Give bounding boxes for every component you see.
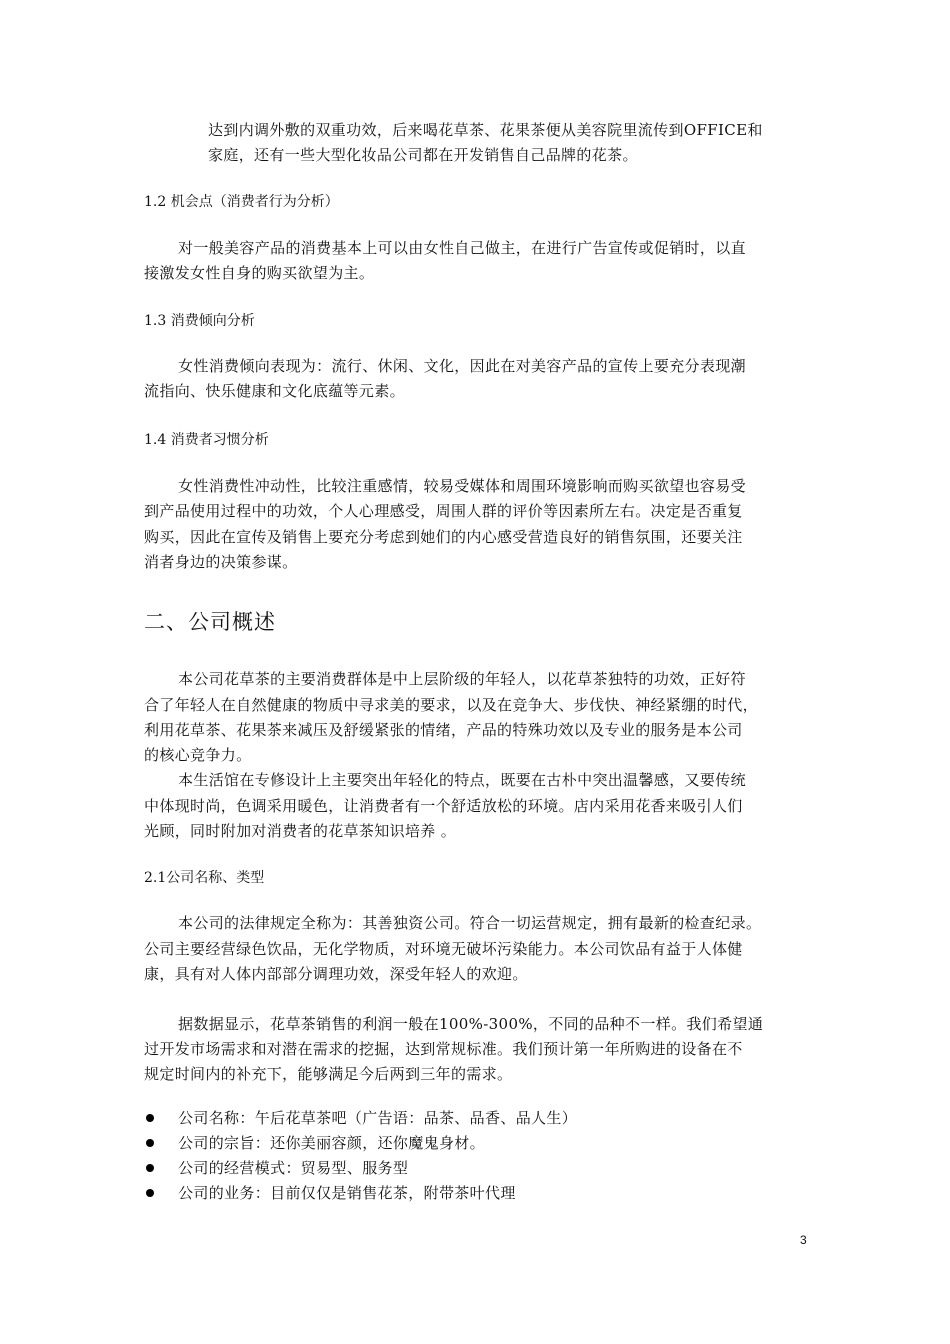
body-text-line: 康，具有对人体内部部分调理功效，深受年轻人的欢迎。 (144, 965, 528, 983)
body-text-line: 光顾，同时附加对消费者的花草茶知识培养 。 (144, 822, 457, 840)
body-text-line: 接激发女性自身的购买欲望为主。 (144, 264, 375, 282)
body-text-line: 本公司的法律规定全称为：其善独资公司。符合一切运营规定，拥有最新的检查纪录。 (178, 914, 762, 932)
body-text-line: 中体现时尚，色调采用暖色，让消费者有一个舒适放松的环境。店内采用花香来吸引人们 (144, 797, 743, 815)
page-number: 3 (800, 1233, 807, 1247)
section-heading-1-4: 1.4 消费者习惯分析 (144, 432, 269, 448)
section-heading-2-1: 2.1公司名称、类型 (144, 870, 265, 886)
body-text-line: 到产品使用过程中的功效，个人心理感受，周围人群的评价等因素所左右。决定是否重复 (144, 502, 743, 520)
body-text-line: 消者身边的决策参谋。 (144, 553, 298, 571)
bullet-item: 公司的宗旨：还你美丽容颜，还你魔鬼身材。 (178, 1134, 486, 1152)
body-text-line: 购买，因此在宣传及销售上要充分考虑到她们的内心感受营造良好的销售氛围，还要关注 (144, 528, 743, 546)
bullet-dot-icon (146, 1164, 154, 1172)
body-text-line: 据数据显示，花草茶销售的利润一般在100%-300%，不同的品种不一样。我们希望通 (178, 1015, 764, 1033)
bullet-dot-icon (146, 1189, 154, 1197)
bullet-dot-icon (146, 1139, 154, 1147)
bullet-item: 公司名称：午后花草茶吧（广告语：品茶、品香、品人生） (178, 1109, 578, 1127)
section-heading-1-2: 1.2 机会点（消费者行为分析） (144, 194, 339, 210)
bullet-dot-icon (146, 1114, 154, 1122)
body-text-line: 流指向、快乐健康和文化底蕴等元素。 (144, 382, 405, 400)
body-text-line: 规定时间内的补充下，能够满足今后两到三年的需求。 (144, 1065, 513, 1083)
body-text-line: 的核心竞争力。 (144, 746, 252, 764)
body-text-line: 女性消费性冲动性，比较注重感情，较易受媒体和周围环境影响而购买欲望也容易受 (178, 477, 746, 495)
body-text-line: 本公司花草茶的主要消费群体是中上层阶级的年轻人，以花草茶独特的功效，正好符 (178, 670, 746, 688)
bullet-item: 公司的业务：目前仅仅是销售花茶，附带茶叶代理 (178, 1184, 516, 1202)
bullet-item: 公司的经营模式：贸易型、服务型 (178, 1159, 409, 1177)
body-text-line: 本生活馆在专修设计上主要突出年轻化的特点，既要在古朴中突出温馨感，又要传统 (178, 771, 746, 789)
body-text-line: 利用花草茶、花果茶来减压及舒缓紧张的情绪，产品的特殊功效以及专业的服务是本公司 (144, 721, 743, 739)
body-text-line: 公司主要经营绿色饮品，无化学物质，对环境无破坏污染能力。本公司饮品有益于人体健 (144, 940, 743, 958)
section-heading-1-3: 1.3 消费倾向分析 (144, 313, 255, 329)
body-text-line: 过开发市场需求和对潜在需求的挖掘，达到常规标准。我们预计第一年所购进的设备在不 (144, 1040, 743, 1058)
body-text-line: 对一般美容产品的消费基本上可以由女性自己做主，在进行广告宣传或促销时，以直 (178, 239, 746, 257)
body-text-line: 女性消费倾向表现为：流行、休闲、文化，因此在对美容产品的宣传上要充分表现潮 (178, 357, 746, 375)
body-text-line: 达到内调外敷的双重功效，后来喝花草茶、花果茶便从美容院里流传到OFFICE和 (208, 121, 763, 139)
body-text-line: 家庭，还有一些大型化妆品公司都在开发销售自己品牌的花茶。 (208, 146, 638, 164)
body-text-line: 合了年轻人在自然健康的物质中寻求美的要求，以及在竞争大、步伐快、神经紧绷的时代， (144, 696, 759, 714)
chapter-heading: 二、公司概述 (144, 610, 276, 634)
